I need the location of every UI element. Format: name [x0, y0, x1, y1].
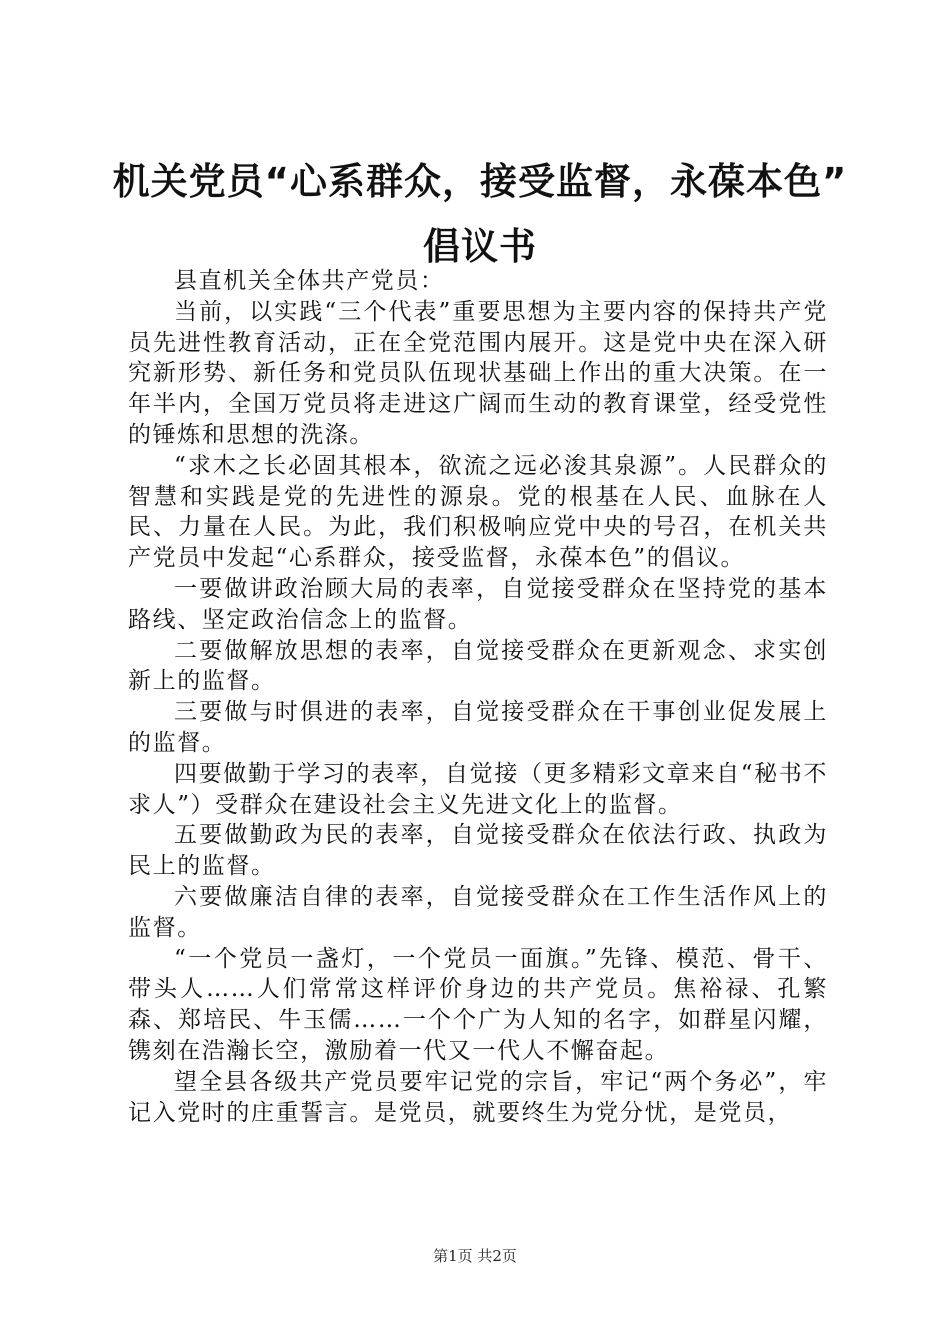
paragraph-6: 四要做勤于学习的表率，自觉接（更多精彩文章来自“秘书不求人”）受群众在建设社会主义先进文化上的监督。: [128, 760, 828, 818]
paragraph-1: 当前，以实践“三个代表”重要思想为主要内容的保持共产党员先进性教育活动，正在全党范围内展开。这是党中央在深入研究新形势、新任务和党员队伍现状基础上作出的重大决策。在一年半内，全国万党员将走进这广阔而生动的教育课堂，经受党性的锤炼和思想的洗涤。: [128, 298, 828, 448]
paragraph-10: 望全县各级共产党员要牢记党的宗旨，牢记“两个务必”，牢记入党时的庄重誓言。是党员，就要终生为党分忧，是党员，: [128, 1068, 828, 1126]
page-number-footer: 第1页 共2页: [433, 1247, 517, 1265]
document-body: [128, 266, 828, 1128]
paragraph-9: “一个党员一盏灯，一个党员一面旗。”先锋、模范、骨干、带头人……人们常常这样评价身边的共产党员。焦裕禄、孔繁森、郑培民、牛玉儒……一个个广为人知的名字，如群星闪耀，镌刻在浩瀚长空，激励着一代又一代人不懈奋起。: [128, 945, 828, 1064]
document-title-line-2: 倡议书: [423, 225, 537, 268]
paragraph-5: 三要做与时俱进的表率，自觉接受群众在干事创业促发展上的监督。: [128, 699, 828, 756]
paragraph-4: 二要做解放思想的表率，自觉接受群众在更新观念、求实创新上的监督。: [128, 637, 828, 695]
paragraph-8: 六要做廉洁自律的表率，自觉接受群众在工作生活作风上的监督。: [128, 883, 828, 941]
salutation: 县直机关全体共产党员：: [174, 268, 445, 294]
paragraph-3: 一要做讲政治顾大局的表率，自觉接受群众在坚持党的基本路线、坚定政治信念上的监督。: [128, 575, 828, 633]
document-title-line-1: 机关党员“心系群众，接受监督，永葆本色”: [112, 160, 848, 203]
paragraph-2: “求木之长必固其根本，欲流之远必浚其泉源”。人民群众的智慧和实践是党的先进性的源泉。党的根基在人民、血脉在人民、力量在人民。为此，我们积极响应党中央的号召，在机关共产党员中发起“心系群众，接受监督，永葆本色”的倡议。: [128, 452, 828, 572]
paragraph-7: 五要做勤政为民的表率，自觉接受群众在依法行政、执政为民上的监督。: [128, 822, 828, 880]
